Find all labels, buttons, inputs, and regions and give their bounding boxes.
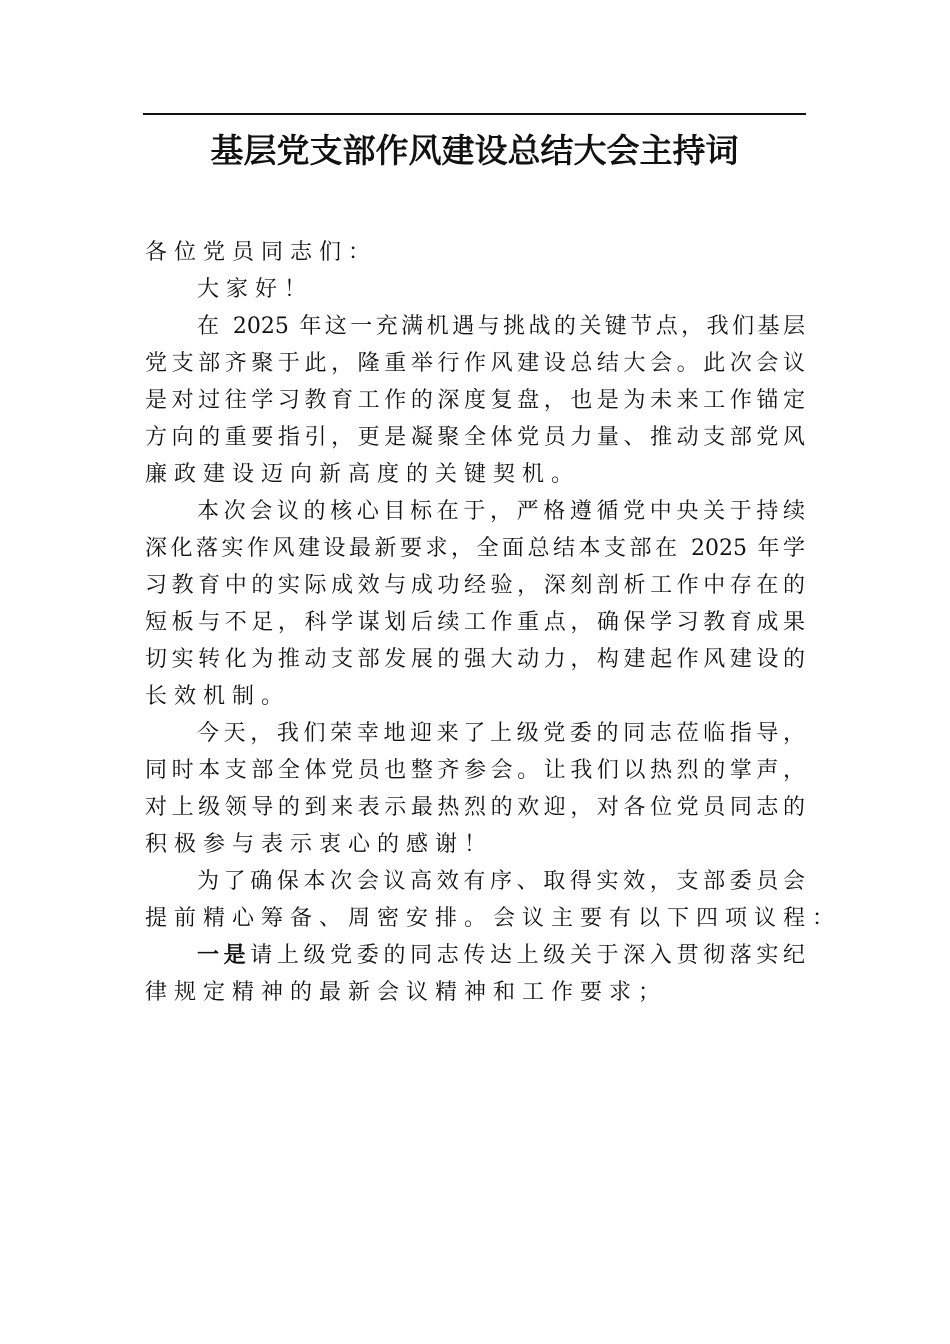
header-rule — [143, 113, 806, 115]
paragraph-line: 积极参与表示衷心的感谢！ — [145, 832, 494, 857]
paragraph-line: 是对过往学习教育工作的深度复盘，也是为未来工作锚定 — [145, 388, 805, 413]
paragraph-line: 方向的重要指引，更是凝聚全体党员力量、推动支部党风 — [145, 425, 805, 450]
paragraph-line: 切实转化为推动支部发展的强大动力，构建起作风建设的 — [145, 647, 805, 672]
paragraph-line: 律规定精神的最新会议精神和工作要求； — [145, 980, 668, 1005]
paragraph-line: 本次会议的核心目标在于，严格遵循党中央关于持续 — [197, 499, 805, 524]
agenda-item-1 — [145, 937, 805, 974]
paragraph-line: 长效机制。 — [145, 684, 291, 709]
paragraph-line: 提前精心筹备、周密安排。会议主要有以下四项议程： — [145, 906, 842, 931]
agenda-text: 请上级党委的同志传达上级关于深入贯彻落实纪 — [250, 943, 805, 968]
paragraph-line: 对上级领导的到来表示最热烈的欢迎，对各位党员同志的 — [145, 795, 805, 820]
paragraph-line: 党支部齐聚于此，隆重举行作风建设总结大会。此次会议 — [145, 351, 805, 376]
greeting: 大家好！ — [197, 277, 314, 302]
document-body — [145, 234, 842, 1011]
paragraph-line: 同时本支部全体党员也整齐参会。让我们以热烈的掌声， — [145, 758, 805, 783]
agenda-lead: 一是 — [197, 942, 251, 968]
paragraph-line: 为了确保本次会议高效有序、取得实效，支部委员会 — [197, 869, 805, 894]
paragraph-line: 短板与不足，科学谋划后续工作重点，确保学习教育成果 — [145, 610, 805, 635]
paragraph-line: 廉政建设迈向新高度的关键契机。 — [145, 462, 581, 487]
paragraph-line: 今天，我们荣幸地迎来了上级党委的同志莅临指导， — [197, 721, 805, 746]
paragraph-line: 习教育中的实际成效与成功经验，深刻剖析工作中存在的 — [145, 573, 805, 598]
paragraph-line: 深化落实作风建设最新要求，全面总结本支部在 2025 年学 — [145, 536, 805, 561]
paragraph-line: 在 2025 年这一充满机遇与挑战的关键节点，我们基层 — [197, 314, 805, 339]
page-title: 基层党支部作风建设总结大会主持词 — [210, 131, 739, 170]
salutation: 各位党员同志们： — [145, 240, 378, 265]
